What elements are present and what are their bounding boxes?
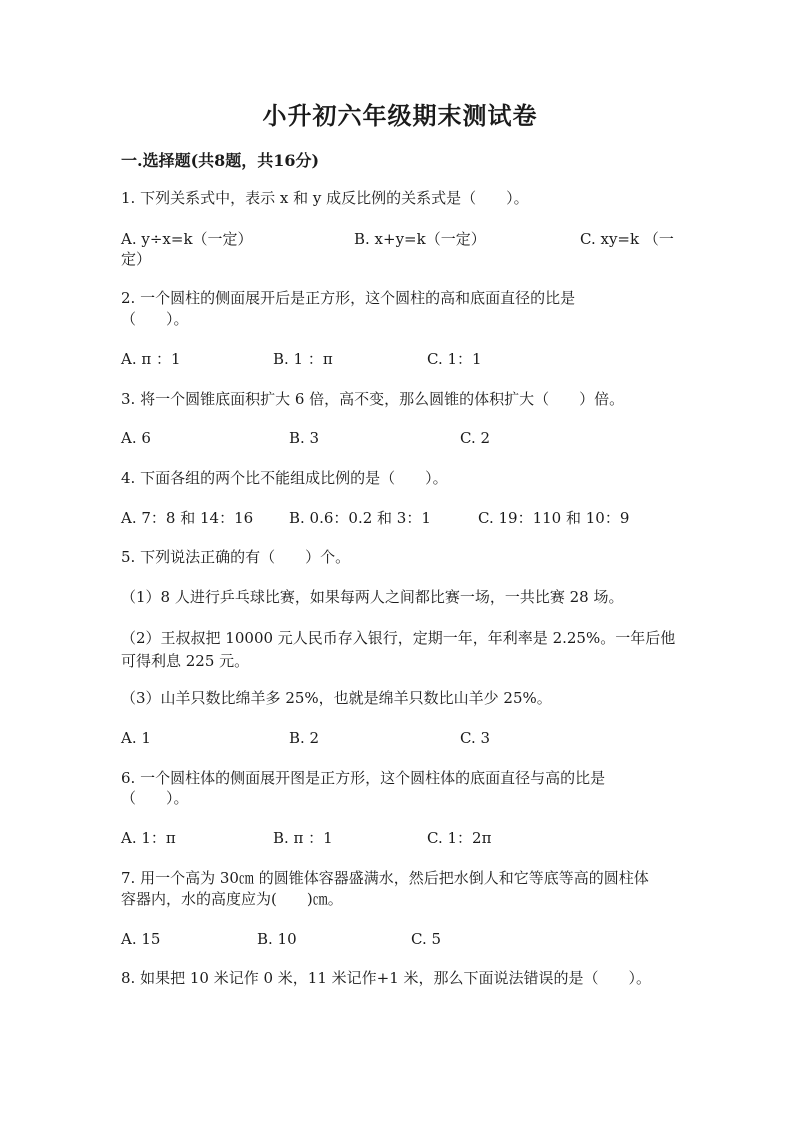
question-5-stem: 5. 下列说法正确的有（ ）个。	[121, 548, 351, 566]
question-4-option-c: C. 19：110 和 10：9	[478, 509, 630, 527]
question-2-stem: 2. 一个圆柱的侧面展开后是正方形，这个圆柱的高和底面直径的比是	[121, 289, 576, 307]
question-6-option-c: C. 1：2π	[427, 829, 492, 847]
question-3-stem: 3. 将一个圆锥底面积扩大 6 倍，高不变，那么圆锥的体积扩大（ ）倍。	[121, 390, 625, 408]
question-1-option-c-continued: 定）	[121, 250, 152, 268]
question-7-stem: 7. 用一个高为 30㎝ 的圆锥体容器盛满水，然后把水倒人和它等底等高的圆柱体	[121, 869, 649, 887]
question-2-option-c: C. 1：1	[427, 350, 482, 368]
question-7-option-c: C. 5	[411, 930, 442, 948]
question-1-option-c: C. xy=k （一	[580, 230, 674, 248]
question-4-option-b: B. 0.6：0.2 和 3：1	[289, 509, 431, 527]
question-7-option-a: A. 15	[121, 930, 161, 948]
section-heading: 一.选择题(共8题，共16分)	[121, 151, 320, 170]
question-6-option-b: B. π ：1	[273, 829, 333, 847]
question-5-statement-1: （1）8 人进行乒乓球比赛，如果每两人之间都比赛一场，一共比赛 28 场。	[121, 588, 624, 606]
question-1-option-a: A. y÷x=k（一定）	[121, 230, 253, 248]
question-1-stem: 1. 下列关系式中，表示 x 和 y 成反比例的关系式是（ ）。	[121, 189, 529, 207]
question-7-stem-continued: 容器内，水的高度应为( )㎝。	[121, 890, 343, 908]
question-4-option-a: A. 7：8 和 14：16	[121, 509, 254, 527]
question-5-option-a: A. 1	[121, 729, 151, 747]
question-7-option-b: B. 10	[257, 930, 297, 948]
question-3-option-a: A. 6	[121, 429, 151, 447]
question-2-option-b: B. 1 ：π	[273, 350, 333, 368]
question-6-option-a: A. 1：π	[121, 829, 176, 847]
question-2-stem-continued: （ ）。	[121, 310, 189, 328]
question-8-stem: 8. 如果把 10 米记作 0 米，11 米记作+1 米，那么下面说法错误的是（ ）。	[121, 969, 652, 987]
question-3-option-b: B. 3	[289, 429, 320, 447]
question-5-statement-3: （3）山羊只数比绵羊多 25%，也就是绵羊只数比山羊少 25%。	[121, 689, 552, 707]
question-2-option-a: A. π ：1	[121, 350, 181, 368]
question-5-statement-2: （2）王叔叔把 10000 元人民币存入银行，定期一年，年利率是 2.25%。一年后他可得利息 225 元。	[121, 629, 676, 670]
question-6-stem-continued: （ ）。	[121, 789, 189, 807]
question-1-option-b: B. x+y=k（一定）	[354, 230, 486, 248]
page-title: 小升初六年级期末测试卷	[262, 101, 538, 130]
question-6-stem: 6. 一个圆柱体的侧面展开图是正方形，这个圆柱体的底面直径与高的比是	[121, 769, 606, 787]
question-5-option-b: B. 2	[289, 729, 320, 747]
question-3-option-c: C. 2	[460, 429, 491, 447]
question-4-stem: 4. 下面各组的两个比不能组成比例的是（ ）。	[121, 469, 448, 487]
question-5-option-c: C. 3	[460, 729, 491, 747]
